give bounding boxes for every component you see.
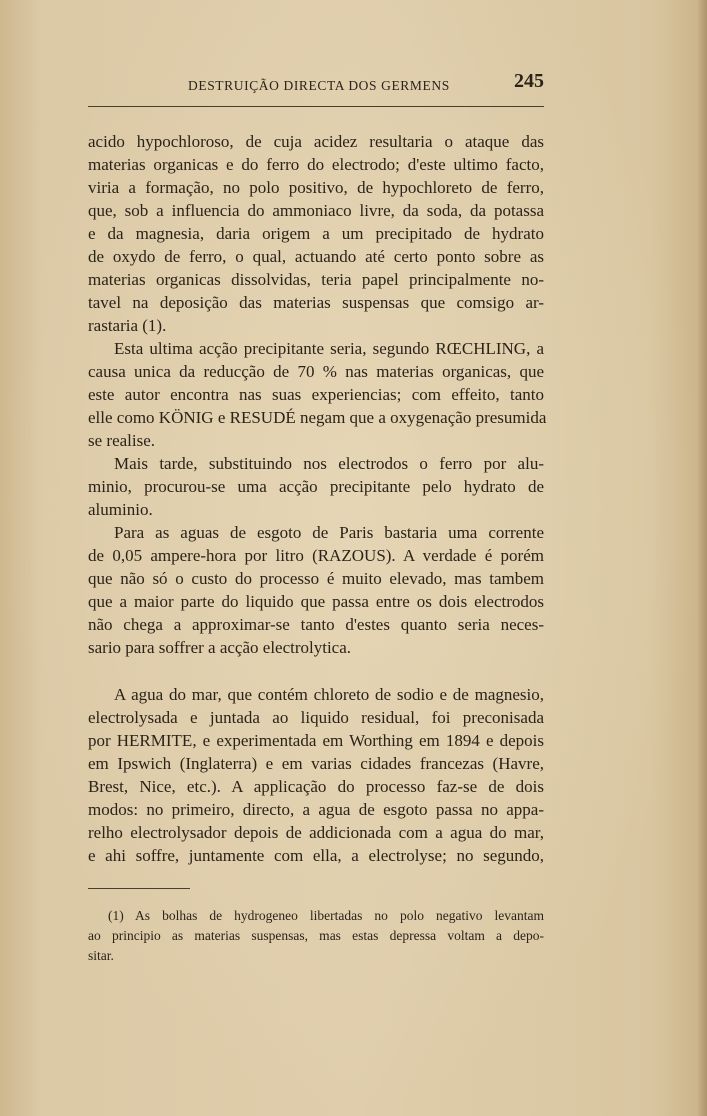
- text-line: acido hypochloroso, de cuja acidez resultaria o ataque das: [88, 132, 544, 151]
- footnote-line: sitar.: [88, 948, 114, 963]
- text-line: e ahi soffre, juntamente com ella, a electrolyse; no segundo,: [88, 846, 544, 865]
- footnote-line: ao principio as materias suspensas, mas estas depressa voltam a depo-: [88, 928, 544, 943]
- text-line: relho electrolysador depois de addicionada com a agua do mar,: [88, 823, 544, 842]
- text-line: e da magnesia, daria origem a um precipitado de hydrato: [88, 224, 544, 243]
- text-line: materias organicas e do ferro do electrodo; d'este ultimo facto,: [88, 155, 544, 174]
- text-line: viria a formação, no polo positivo, de hypochloreto de ferro,: [88, 178, 544, 197]
- footnote-separator: [88, 888, 190, 889]
- text-line: elle como KÖNIG e RESUDÉ negam que a oxygenação presumida: [88, 408, 547, 427]
- text-line: este autor encontra nas suas experiencias; com effeito, tanto: [88, 385, 544, 404]
- text-line: electrolysada e juntada ao liquido residual, foi preconisada: [88, 708, 544, 727]
- main-text: [88, 130, 547, 867]
- text-line: aluminio.: [88, 500, 153, 519]
- text-line: que não só o custo do processo é muito elevado, mas tambem: [88, 569, 544, 588]
- page-edge-shadow: [697, 0, 707, 1116]
- page-header: [88, 72, 544, 107]
- running-title: DESTRUIÇÃO DIRECTA DOS GERMENS: [188, 78, 450, 93]
- text-line: causa unica da reducção de 70 % nas materias organicas, que: [88, 362, 544, 381]
- text-line: A agua do mar, que contém chloreto de sodio e de magnesio,: [114, 685, 544, 704]
- text-line: Esta ultima acção precipitante seria, segundo RŒCHLING, a: [114, 339, 544, 358]
- footnote-line: (1) As bolhas de hydrogeneo libertadas no polo negativo levantam: [108, 908, 544, 923]
- text-line: Brest, Nice, etc.). A applicação do processo faz-se de dois: [88, 777, 544, 796]
- text-line: em Ipswich (Inglaterra) e em varias cidades francezas (Havre,: [88, 754, 544, 773]
- text-line: de 0,05 ampere-hora por litro (RAZOUS). A verdade é porém: [88, 546, 544, 565]
- footnotes: [88, 906, 544, 966]
- text-line: de oxydo de ferro, o qual, actuando até certo ponto sobre as: [88, 247, 544, 266]
- text-line: que a maior parte do liquido que passa entre os dois electrodos: [88, 592, 544, 611]
- text-line: rastaria (1).: [88, 316, 167, 335]
- text-line: minio, procurou-se uma acção precipitante pelo hydrato de: [88, 477, 544, 496]
- text-line: tavel na deposição das materias suspensas que comsigo ar-: [88, 293, 544, 312]
- text-line: se realise.: [88, 431, 156, 450]
- text-line: não chega a approximar-se tanto d'estes quanto seria neces-: [88, 615, 544, 634]
- text-line: Mais tarde, substituindo nos electrodos o ferro por alu-: [114, 454, 544, 473]
- text-line: materias organicas dissolvidas, teria papel principalmente no-: [88, 270, 544, 289]
- page-number: 245: [514, 70, 544, 92]
- text-line: sario para soffrer a acção electrolytica.: [88, 638, 352, 657]
- text-line: por HERMITE, e experimentada em Worthing em 1894 e depois: [88, 731, 544, 750]
- text-line: que, sob a influencia do ammoniaco livre, da soda, da potassa: [88, 201, 544, 220]
- text-line: Para as aguas de esgoto de Paris bastaria uma corrente: [114, 523, 544, 542]
- paragraph-gap: [88, 659, 544, 683]
- text-line: modos: no primeiro, directo, a agua de esgoto passa no appa-: [88, 800, 544, 819]
